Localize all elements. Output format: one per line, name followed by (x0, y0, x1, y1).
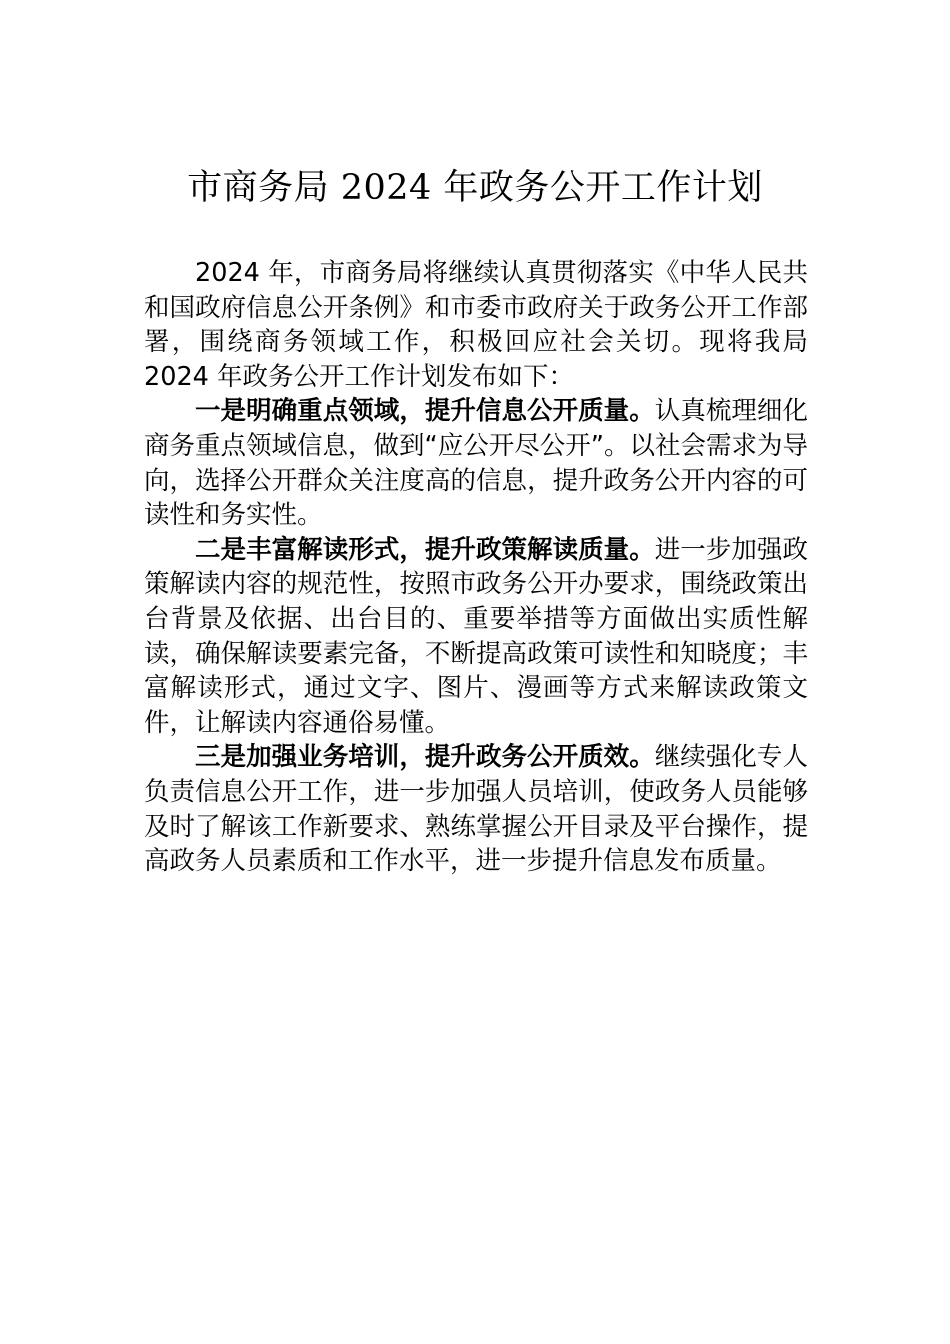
paragraph-text: 进一步加强政策解读内容的规范性，按照市政务公开办要求，围绕政策出台背景及依据、出台目的、重要举措等方面做出实质性解读，确保解读要素完备，不断提高政策可读性和知晓度；丰富解读形式，通过文字、图片、漫画等方式来解读政策文件，让解读内容通俗易懂。 (144, 534, 808, 738)
point-three-paragraph (144, 740, 808, 878)
paragraph-lead: 二是丰富解读形式，提升政策解读质量。 (195, 534, 655, 565)
point-one-paragraph (144, 394, 808, 532)
document-body (144, 256, 808, 879)
paragraph-text: 2024 年，市商务局将继续认真贯彻落实《中华人民共和国政府信息公开条例》和市委市政府关于政务公开工作部署，围绕商务领域工作，积极回应社会关切。现将我局 2024 年政务公开工作计划发布如下： (144, 258, 808, 392)
paragraph-lead: 一是明确重点领域，提升信息公开质量。 (195, 396, 655, 427)
point-two-paragraph (144, 533, 808, 741)
intro-paragraph (144, 256, 808, 394)
paragraph-text: 认真梳理细化商务重点领域信息，做到“应公开尽公开”。以社会需求为导向，选择公开群众关注度高的信息，提升政务公开内容的可读性和务实性。 (144, 396, 808, 531)
paragraph-lead: 三是加强业务培训，提升政务公开质效。 (195, 742, 655, 773)
paragraph-text: 继续强化专人负责信息公开工作，进一步加强人员培训，使政务人员能够及时了解该工作新要求、熟练掌握公开目录及平台操作，提高政务人员素质和工作水平，进一步提升信息发布质量。 (144, 742, 808, 877)
document-title: 市商务局 2024 年政务公开工作计划 (187, 168, 763, 208)
